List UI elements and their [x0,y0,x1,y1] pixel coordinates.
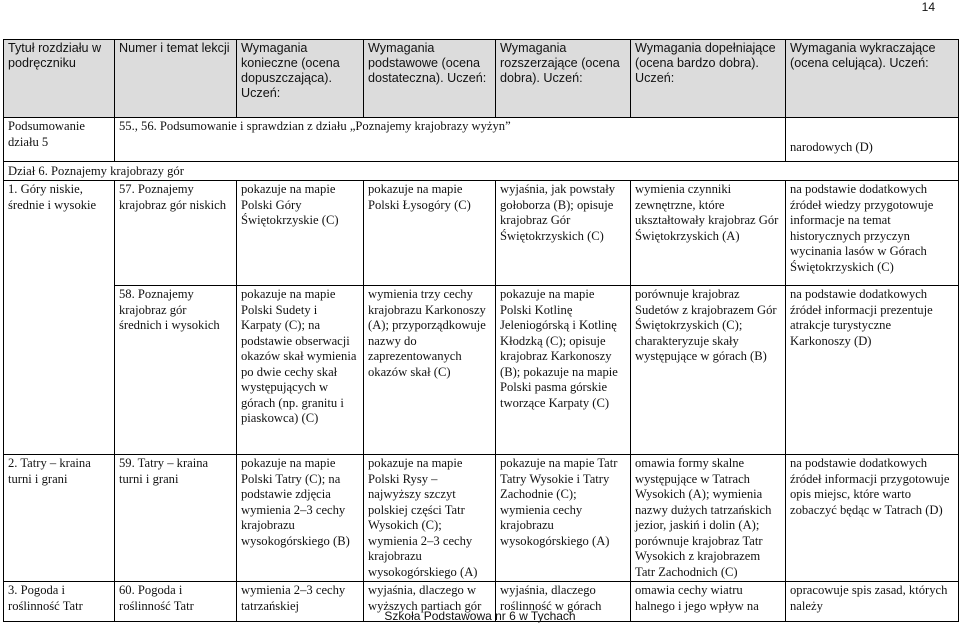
page-footer: Szkoła Podstawowa nr 6 w Tychach [384,609,576,623]
podstawowe-cell: wyjaśnia, dlaczego w wyższych partiach gór [364,582,496,622]
konieczne-cell: pokazuje na mapie Polski Góry Świętokrzyskie (C) [237,181,364,286]
rozszerzajace-cell: wyjaśnia, dlaczego roślinność w górach [496,582,631,622]
requirements-table [3,39,959,622]
rozszerzajace-cell: pokazuje na mapie Tatr Tatry Wysokie i Tatry Zachodnie (C); wymienia cechy krajobrazu wysokogórskiego (A) [496,455,631,582]
konieczne-cell: pokazuje na mapie Polski Tatry (C); na podstawie zdjęcia wymienia 2–3 cechy krajobrazu wysokogórskiego (B) [237,455,364,582]
summary-chapter: Podsumowanie działu 5 [4,118,115,162]
dopelniajace-cell: wymienia czynniki zewnętrzne, które ukształtowały krajobraz Gór Świętokrzyskich (A) [631,181,786,286]
dopelniajace-cell: omawia formy skalne występujące w Tatrach Wysokich (A); wymienia nazwy dużych tatrzańskich jezior, jaskiń i dolin (A); porównuje krajobraz Tatr Wysokich z krajobrazem Tatr Zachodnich (C) [631,455,786,582]
lesson-cell: 58. Poznajemy krajobraz gór średnich i wysokich [115,286,237,455]
page-number: 14 [921,0,935,14]
header-lesson: Numer i temat lekcji [115,40,237,118]
wykraczajace-cell: na podstawie dodatkowych źródeł informacji prezentuje atrakcje turystyczne Karkonoszy (D) [786,286,959,455]
table-row [4,286,959,455]
header-konieczne: Wymagania konieczne (ocena dopuszczająca). Uczeń: [237,40,364,118]
header-podstawowe: Wymagania podstawowe (ocena dostateczna). Uczeń: [364,40,496,118]
header-chapter: Tytuł rozdziału w podręczniku [4,40,115,118]
header-row [4,40,959,118]
chapter-cell: 3. Pogoda i roślinność Tatr [4,582,115,622]
header-rozszerzajace: Wymagania rozszerzające (ocena dobra). Uczeń: [496,40,631,118]
podstawowe-cell: pokazuje na mapie Polski Łysogóry (C) [364,181,496,286]
dopelniajace-cell: omawia cechy wiatru halnego i jego wpływ na [631,582,786,622]
wykraczajace-cell: na podstawie dodatkowych źródeł informacji przygotowuje opis miejsc, które warto zobaczyć będąc w Tatrach (D) [786,455,959,582]
wykraczajace-cell: na podstawie dodatkowych źródeł wiedzy przygotowuje informacje na temat historycznych przyczyn wycinania lasów w Górach Świętokrzyskich (C) [786,181,959,286]
lesson-cell: 60. Pogoda i roślinność Tatr [115,582,237,622]
lesson-cell: 57. Poznajemy krajobraz gór niskich [115,181,237,286]
podstawowe-cell: pokazuje na mapie Polski Rysy – najwyższy szczyt polskiej części Tatr Wysokich (C); wymienia 2–3 cechy krajobrazu wysokogórskiego (A) [364,455,496,582]
table-row [4,455,959,582]
podstawowe-cell: wymienia trzy cechy krajobrazu Karkonoszy (A); przyporządkowuje nazwy do zaprezentowanych okazów skał (C) [364,286,496,455]
summary-lesson: 55., 56. Podsumowanie i sprawdzian z działu „Poznajemy krajobrazy wyżyn” [115,118,786,162]
table-row [4,181,959,286]
lesson-cell: 59. Tatry – kraina turni i grani [115,455,237,582]
summary-celujaca: narodowych (D) [786,118,959,162]
header-wykraczajace: Wymagania wykraczające (ocena celująca). Uczeń: [786,40,959,118]
dopelniajace-cell: porównuje krajobraz Sudetów z krajobrazem Gór Świętokrzyskich (C); charakteryzuje skały występujące w górach (B) [631,286,786,455]
section-title: Dział 6. Poznajemy krajobrazy gór [4,162,959,181]
konieczne-cell: wymienia 2–3 cechy tatrzańskiej [237,582,364,622]
summary-row [4,118,959,162]
rozszerzajace-cell: pokazuje na mapie Polski Kotlinę Jeleniogórską i Kotlinę Kłodzką (C); opisuje krajobraz Karkonoszy (B); pokazuje na mapie Polski pasma górskie tworzące Karpaty (C) [496,286,631,455]
wykraczajace-cell: opracowuje spis zasad, których należy [786,582,959,622]
chapter-cell: 1. Góry niskie, średnie i wysokie [4,181,115,455]
konieczne-cell: pokazuje na mapie Polski Sudety i Karpaty (C); na podstawie obserwacji okazów skał wymienia po dwie cechy skał występujących w górach (np. granitu i piaskowca) (C) [237,286,364,455]
section-row [4,162,959,181]
chapter-cell: 2. Tatry – kraina turni i grani [4,455,115,582]
rozszerzajace-cell: wyjaśnia, jak powstały gołoborza (B); opisuje krajobraz Gór Świętokrzyskich (C) [496,181,631,286]
header-dopelniajace: Wymagania dopełniające (ocena bardzo dobra). Uczeń: [631,40,786,118]
